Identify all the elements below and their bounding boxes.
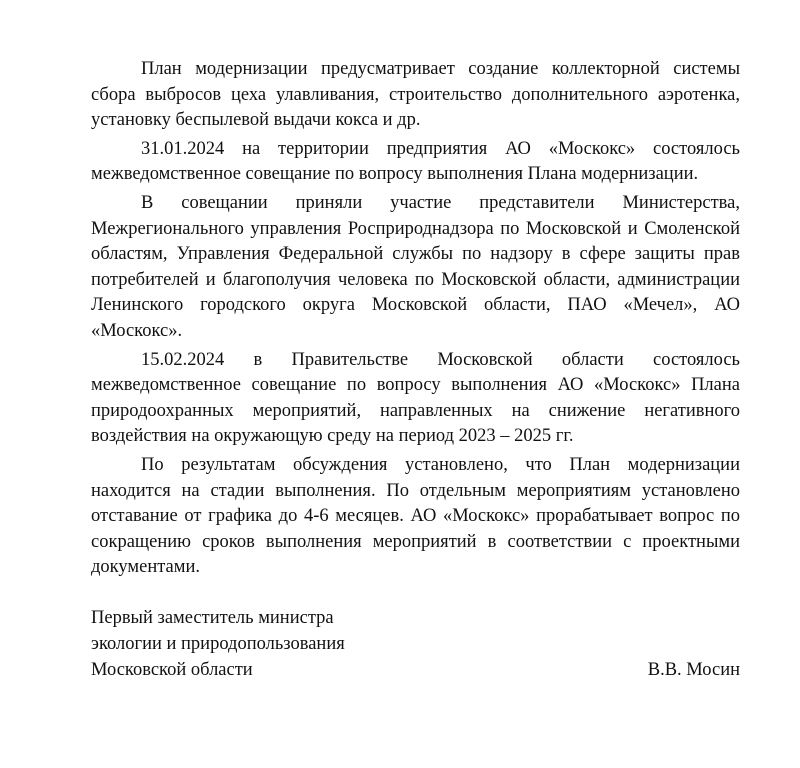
paragraph-results: По результатам обсуждения установлено, что План модернизации находится на стадии выполнения. По отдельным мероприятиям установлено отставание от графика до 4-6 месяцев. АО «Москокс» прорабатывает вопрос по сокращению сроков выполнения мероприятий в соответствии с проектными документами. bbox=[91, 454, 740, 578]
signature-block bbox=[91, 605, 740, 683]
paragraph-meeting-feb: 15.02.2024 в Правительстве Московской области состоялось межведомственное совещание по вопросу выполнения АО «Москокс» Плана природоохранных мероприятий, направленных на снижение негативного воздействия на окружающую среду на период 2023 – 2025 гг. bbox=[91, 349, 740, 447]
signatory-position-line-1: Первый заместитель министра bbox=[91, 608, 334, 628]
paragraph-participants: В совещании приняли участие представители Министерства, Межрегионального управления Росприроднадзора по Московской и Смоленской областям, Управления Федеральной службы по надзору в сфере защиты прав потребителей и благополучия человека по Московской области, администрации Ленинского городского округа Московской области, ПАО «Мечел», АО «Москокс». bbox=[91, 192, 740, 341]
signatory-position-line-2: экологии и природопользования bbox=[91, 634, 345, 654]
paragraph-modernization-plan: План модернизации предусматривает создание коллекторной системы сбора выбросов цеха улавливания, строительство дополнительного аэротенка, установку беспылевой выдачи кокса и др. bbox=[91, 59, 740, 131]
paragraph-meeting-jan: 31.01.2024 на территории предприятия АО «Москокс» состоялось межведомственное совещание по вопросу выполнения Плана модернизации. bbox=[91, 138, 740, 185]
signatory-name: В.В. Мосин bbox=[647, 660, 740, 680]
document-body bbox=[91, 57, 740, 584]
signatory-position-line-3: Московской области bbox=[91, 660, 253, 680]
